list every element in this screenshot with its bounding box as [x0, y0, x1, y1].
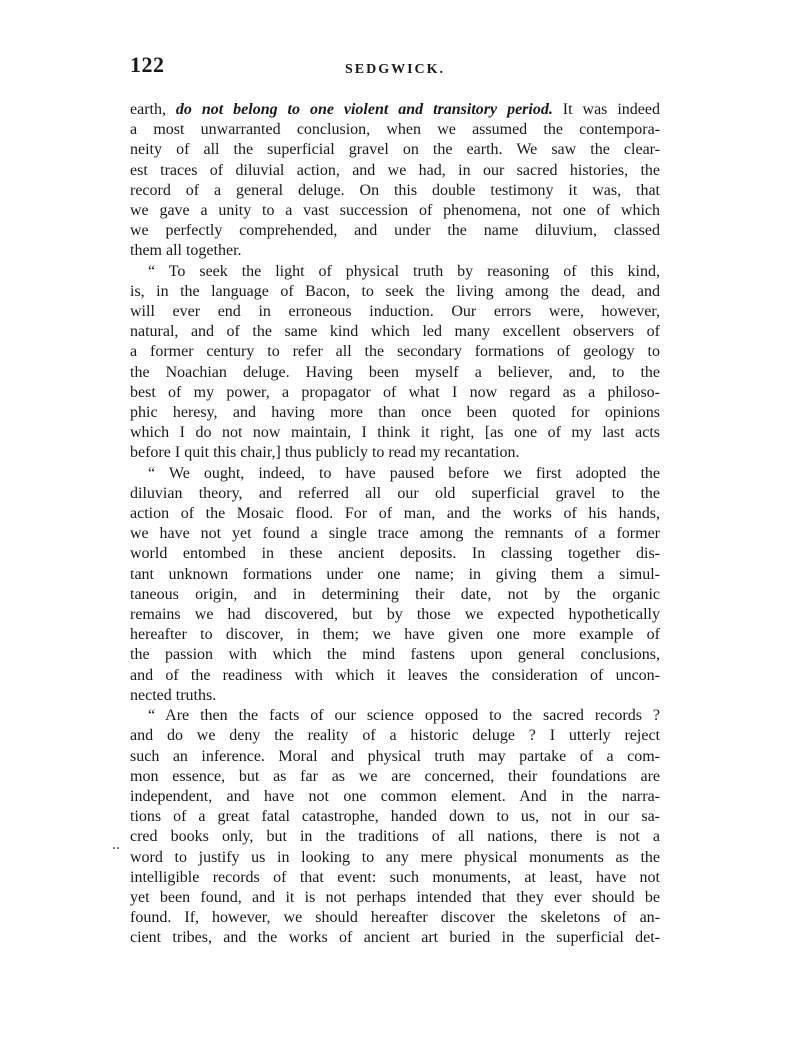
text-line: hereafter to discover, in them; we have given one more example of	[130, 626, 660, 644]
text-line: best of my power, a propagator of what I now regard as a philoso-	[130, 383, 660, 401]
text-line: them all together.	[130, 242, 242, 260]
running-head: SEDGWICK.	[344, 62, 446, 77]
page-header	[130, 52, 660, 84]
text-line: we gave a unity to a vast succession of phenomena, not one of which	[130, 202, 660, 220]
text-line: neity of all the superficial gravel on the earth. We saw the clear-	[130, 141, 660, 159]
text-line: the Noachian deluge. Having been myself a believer, and, to the	[130, 363, 660, 381]
text-line: a former century to refer all the secondary formations of geology to	[130, 343, 660, 361]
text-line: such an inference. Moral and physical truth may partake of a com-	[130, 747, 660, 765]
text-line: we have not yet found a single trace among the remnants of a former	[130, 525, 660, 543]
text-line: record of a general deluge. On this double testimony it was, that	[130, 181, 660, 199]
text-line: earth, do not belong to one violent and transitory period. It was indeed	[130, 101, 660, 118]
text-line: taneous origin, and in determining their date, not by the organic	[130, 585, 660, 603]
emphasized-text: do not belong to one violent and transitory period.	[175, 101, 553, 118]
text-line: yet been found, and it is not perhaps intended that they ever should be	[130, 888, 660, 906]
body-text	[130, 100, 660, 949]
text-line: tant unknown formations under one name; in giving them a simul-	[130, 565, 660, 583]
text-line: cred books only, but in the traditions of all nations, there is not a	[130, 828, 660, 846]
text-line: independent, and have not one common element. And in the narra-	[130, 787, 660, 805]
text-line: action of the Mosaic flood. For of man, and the works of his hands,	[130, 505, 660, 523]
text-line: mon essence, but as far as we are concerned, their foundations are	[130, 767, 660, 785]
text-line: “ To seek the light of physical truth by reasoning of this kind,	[148, 262, 660, 280]
text-line: “ We ought, indeed, to have paused before we first adopted the	[148, 464, 660, 482]
text-line: and of the readiness with which it leaves the consideration of uncon-	[130, 666, 660, 684]
text-line: tions of a great fatal catastrophe, handed down to us, not in our sa-	[130, 808, 660, 826]
text-line: which I do not now maintain, I think it right, [as one of my last acts	[130, 424, 660, 442]
text-line: natural, and of the same kind which led many excellent observers of	[130, 323, 660, 341]
text-line: phic heresy, and having more than once been quoted for opinions	[130, 404, 660, 422]
text-line: we perfectly comprehended, and under the name diluvium, classed	[130, 222, 660, 240]
text-line: found. If, however, we should hereafter discover the skeletons of an-	[130, 909, 660, 927]
text-line: a most unwarranted conclusion, when we assumed the contempora-	[130, 121, 660, 139]
paragraph-2	[130, 262, 660, 464]
text-line: cient tribes, and the works of ancient art buried in the superficial det-	[130, 929, 660, 947]
text-line: diluvian theory, and referred all our old superficial gravel to the	[130, 484, 660, 502]
text-line: remains we had discovered, but by those we expected hypothetically	[130, 606, 660, 624]
text-line: word to justify us in looking to any mere physical monuments as the	[130, 848, 660, 866]
paragraph-4	[130, 706, 660, 948]
text-line: nected truths.	[130, 686, 217, 704]
text-line: will ever end in erroneous induction. Our errors were, however,	[130, 303, 660, 321]
text-line: before I quit this chair,] thus publicly to read my recantation.	[130, 444, 520, 462]
text-line: is, in the language of Bacon, to seek the living among the dead, and	[130, 282, 660, 300]
paragraph-3	[130, 464, 660, 706]
page-number: 122	[130, 52, 165, 77]
paragraph-1	[130, 100, 660, 262]
text-line: intelligible records of that event: such monuments, at least, have not	[130, 868, 660, 886]
margin-mark: ..	[112, 836, 120, 853]
text-line: est traces of diluvial action, and we had, in our sacred histories, the	[130, 161, 660, 179]
text-line: and do we deny the reality of a historic deluge ? I utterly reject	[130, 727, 660, 745]
text-line: “ Are then the facts of our science opposed to the sacred records ?	[148, 707, 660, 725]
text-line: the passion with which the mind fastens upon general conclusions,	[130, 646, 660, 664]
text-line: world entombed in these ancient deposits. In classing together dis-	[130, 545, 660, 563]
